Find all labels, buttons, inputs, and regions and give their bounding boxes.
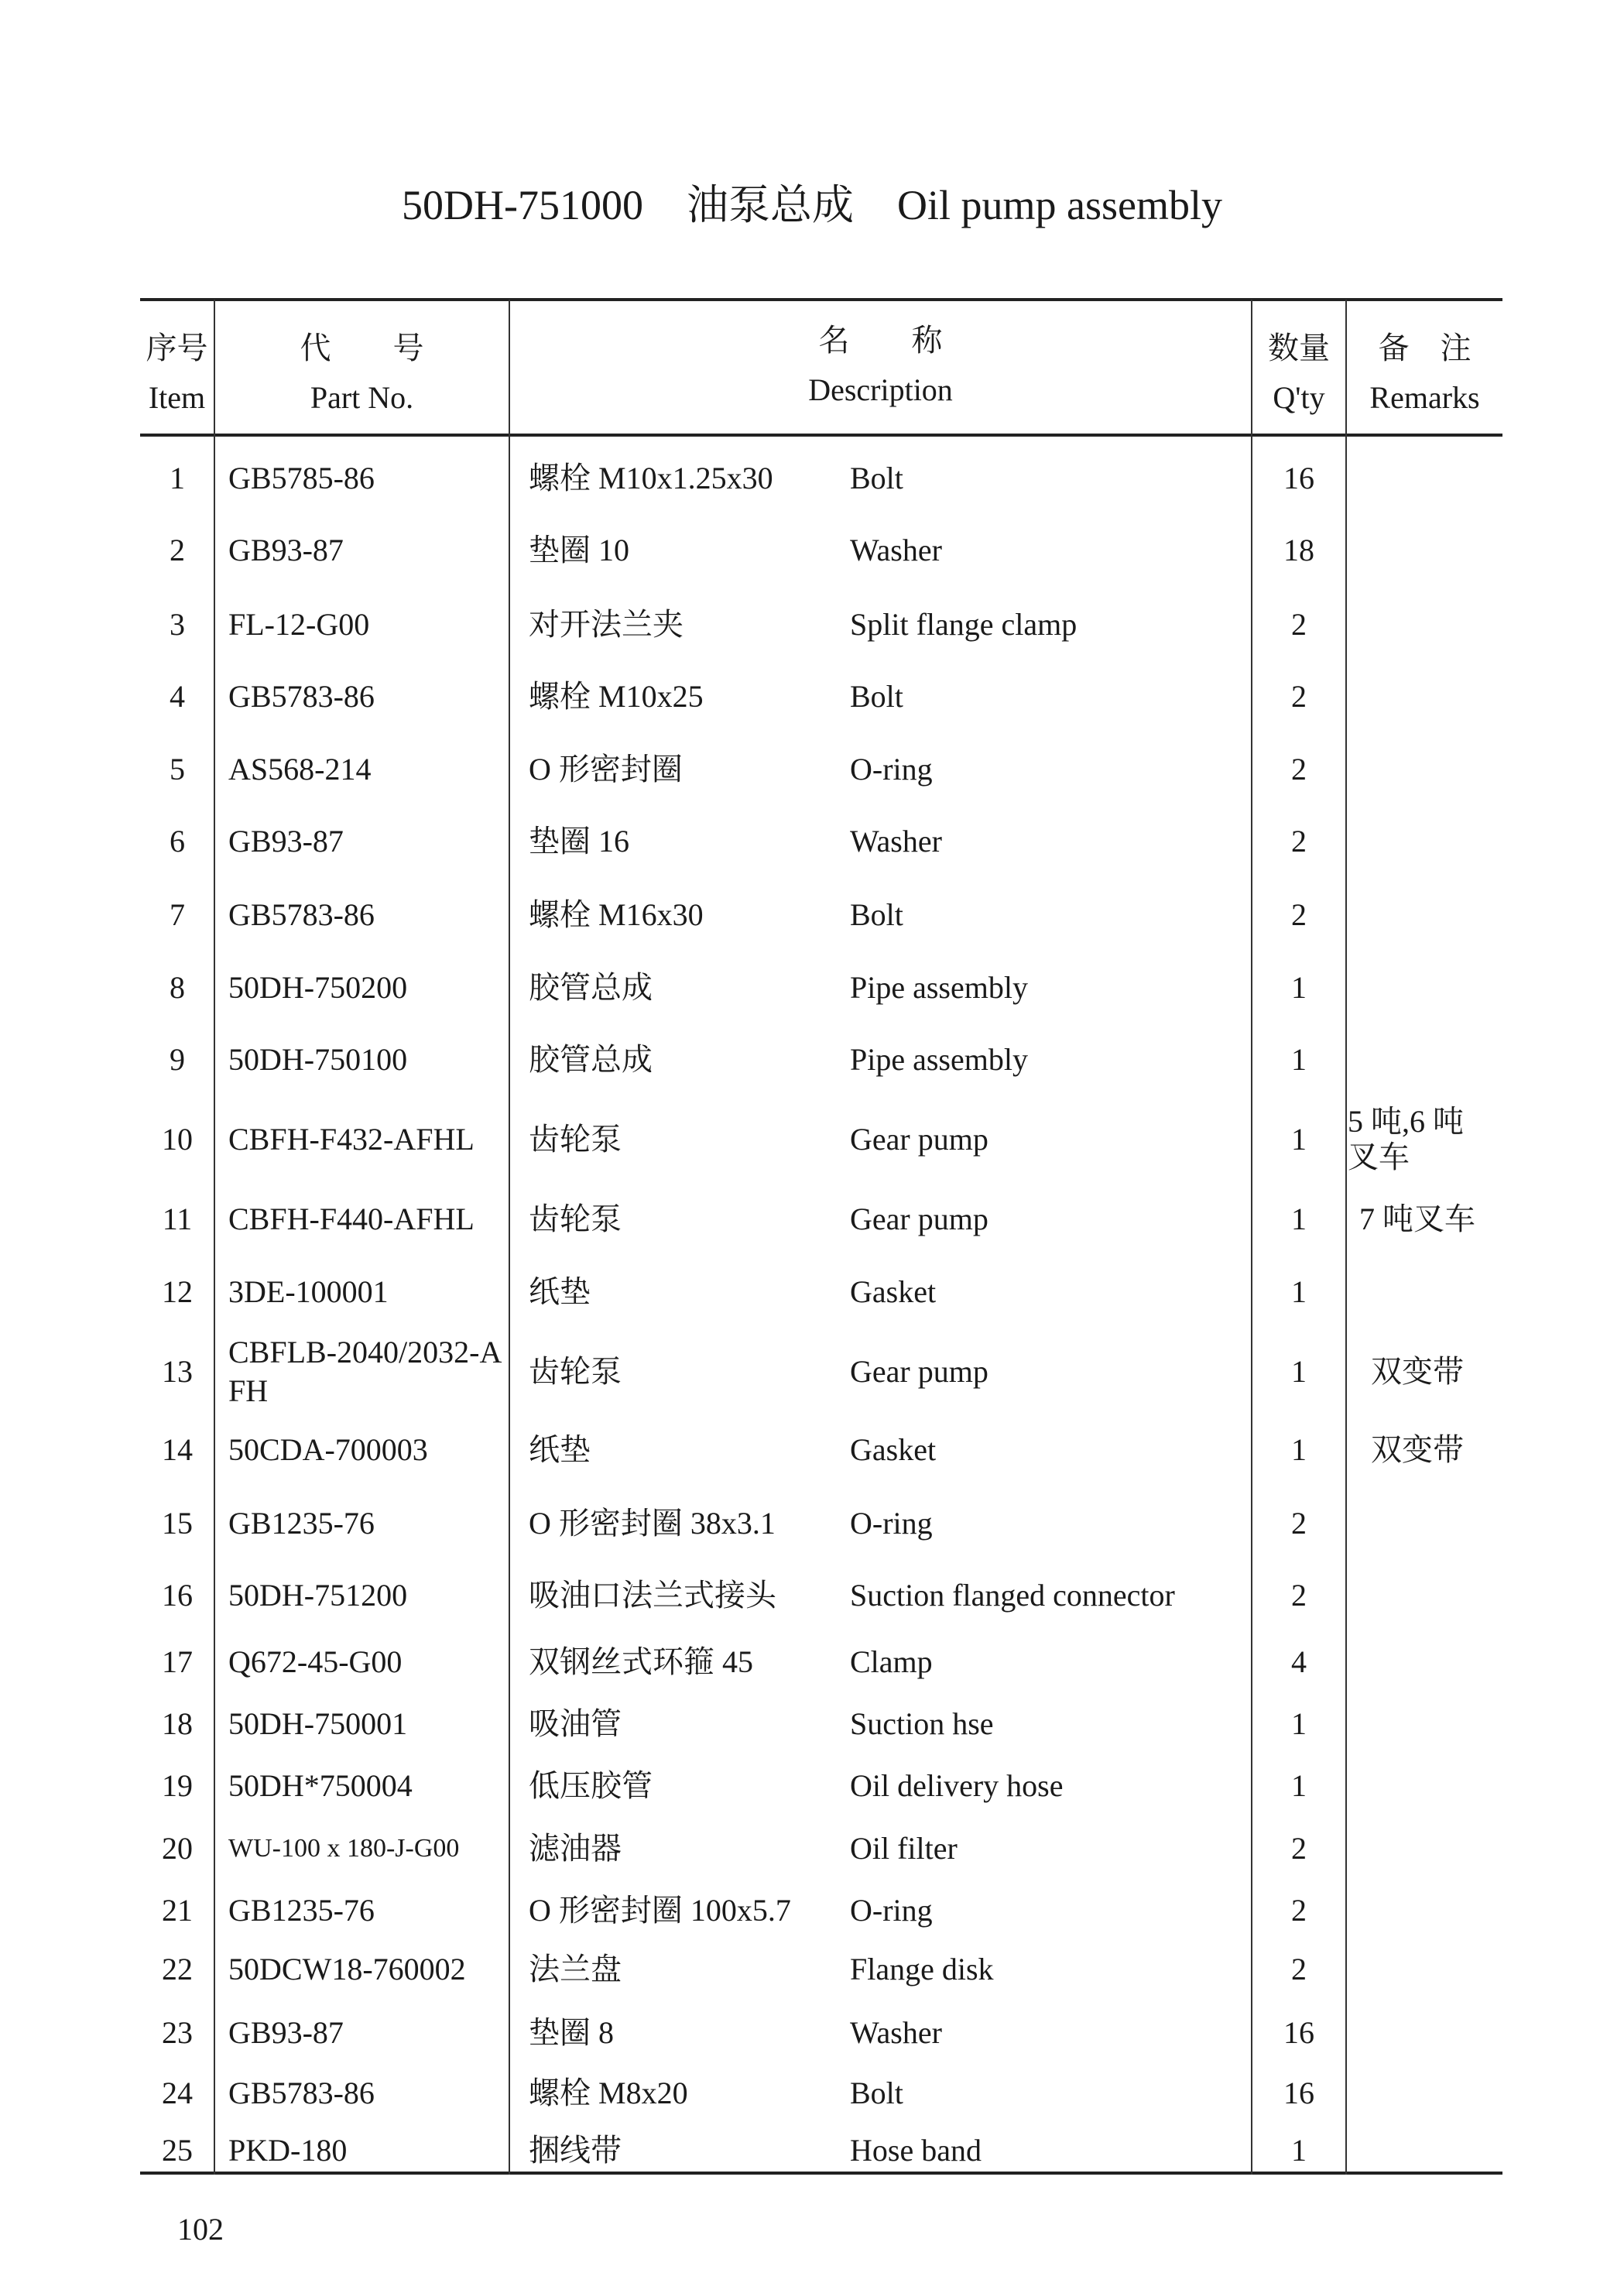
description-cn: 捆线带 bbox=[529, 2133, 622, 2168]
quantity: 16 bbox=[1283, 2015, 1314, 2050]
quantity: 18 bbox=[1283, 533, 1314, 567]
part-number: 50DH-750100 bbox=[228, 1042, 408, 1077]
remarks: 双变带 bbox=[1371, 1432, 1464, 1467]
quantity: 2 bbox=[1291, 824, 1307, 859]
description-en: Gear pump bbox=[850, 1201, 988, 1236]
quantity: 2 bbox=[1291, 897, 1307, 932]
description-cn: 齿轮泵 bbox=[529, 1354, 622, 1389]
description-cn: O 形密封圈 38x3.1 bbox=[529, 1506, 776, 1541]
item-number: 6 bbox=[170, 824, 185, 859]
description-cn: 螺栓 M8x20 bbox=[529, 2076, 688, 2110]
item-number: 13 bbox=[162, 1354, 193, 1389]
quantity: 2 bbox=[1291, 752, 1307, 787]
description-cn: 螺栓 M10x25 bbox=[529, 679, 704, 714]
description-en: Bolt bbox=[850, 2076, 903, 2110]
part-number: GB5783-86 bbox=[228, 2076, 375, 2110]
part-number: Q672-45-G00 bbox=[228, 1644, 403, 1679]
item-number: 18 bbox=[162, 1706, 193, 1741]
header-remarks bbox=[1347, 324, 1502, 423]
description-cn: 垫圈 10 bbox=[529, 533, 629, 567]
description-en: Split flange clamp bbox=[850, 607, 1078, 642]
description-cn: 垫圈 16 bbox=[529, 824, 629, 859]
item-number: 2 bbox=[170, 533, 185, 567]
item-number: 8 bbox=[170, 970, 185, 1005]
quantity: 2 bbox=[1291, 1893, 1307, 1928]
description-en: Oil delivery hose bbox=[850, 1768, 1064, 1803]
part-number: GB5783-86 bbox=[228, 679, 375, 714]
item-number: 5 bbox=[170, 752, 185, 787]
description-en: Gear pump bbox=[850, 1354, 988, 1389]
description-cn: 法兰盘 bbox=[529, 1952, 622, 1986]
header-remarks-en: Remarks bbox=[1369, 380, 1480, 415]
description-en: Pipe assembly bbox=[850, 1042, 1028, 1077]
part-number: GB93-87 bbox=[228, 533, 344, 567]
description-en: Clamp bbox=[850, 1644, 933, 1679]
description-cn: 齿轮泵 bbox=[529, 1201, 622, 1236]
quantity: 2 bbox=[1291, 1578, 1307, 1613]
item-number: 4 bbox=[170, 679, 185, 714]
header-description bbox=[510, 316, 1251, 415]
quantity: 1 bbox=[1291, 1122, 1307, 1157]
quantity: 2 bbox=[1291, 1952, 1307, 1986]
header-part-cn: 代 号 bbox=[300, 331, 424, 365]
description-cn: 低压胶管 bbox=[529, 1768, 653, 1803]
item-number: 22 bbox=[162, 1952, 193, 1986]
item-number: 23 bbox=[162, 2015, 193, 2050]
item-number: 1 bbox=[170, 461, 185, 495]
description-en: Washer bbox=[850, 2015, 942, 2050]
item-number: 19 bbox=[162, 1768, 193, 1803]
part-number: 3DE-100001 bbox=[228, 1274, 389, 1309]
header-item bbox=[140, 324, 214, 423]
header-qty-en: Q'ty bbox=[1273, 380, 1325, 415]
item-number: 15 bbox=[162, 1506, 193, 1541]
part-number: WU-100 x 180-J-G00 bbox=[228, 1834, 460, 1863]
header-bottom-rule bbox=[140, 434, 1502, 437]
part-number: AS568-214 bbox=[228, 752, 372, 787]
part-number: GB93-87 bbox=[228, 2015, 344, 2050]
description-en: Bolt bbox=[850, 461, 903, 495]
description-en: Washer bbox=[850, 824, 942, 859]
part-number: 50DH-750001 bbox=[228, 1706, 408, 1741]
part-number: 50DH-751200 bbox=[228, 1578, 408, 1613]
item-number: 9 bbox=[170, 1042, 185, 1077]
description-cn: 胶管总成 bbox=[529, 970, 653, 1005]
header-qty bbox=[1252, 324, 1345, 423]
remarks: 双变带 bbox=[1371, 1354, 1464, 1389]
part-number: GB5785-86 bbox=[228, 461, 375, 495]
part-number: CBFLB-2040/2032-AFH bbox=[228, 1335, 502, 1408]
quantity: 4 bbox=[1291, 1644, 1307, 1679]
description-en: O-ring bbox=[850, 1506, 933, 1541]
item-number: 12 bbox=[162, 1274, 193, 1309]
description-cn: 滤油器 bbox=[529, 1831, 622, 1866]
part-number: GB1235-76 bbox=[228, 1893, 375, 1928]
quantity: 1 bbox=[1291, 970, 1307, 1005]
header-part-en: Part No. bbox=[310, 380, 414, 415]
description-cn: 纸垫 bbox=[529, 1274, 591, 1309]
part-number: PKD-180 bbox=[228, 2133, 348, 2168]
part-number: 50DCW18-760002 bbox=[228, 1952, 466, 1986]
item-number: 7 bbox=[170, 897, 185, 932]
quantity: 1 bbox=[1291, 1201, 1307, 1236]
header-item-en: Item bbox=[148, 380, 206, 415]
description-en: Hose band bbox=[850, 2133, 982, 2168]
quantity: 1 bbox=[1291, 1042, 1307, 1077]
part-number: CBFH-F440-AFHL bbox=[228, 1201, 475, 1236]
part-number: 50DH*750004 bbox=[228, 1768, 413, 1803]
description-en: Suction hse bbox=[850, 1706, 994, 1741]
item-number: 16 bbox=[162, 1578, 193, 1613]
assembly-name-en: Oil pump assembly bbox=[897, 182, 1222, 228]
description-cn: 胶管总成 bbox=[529, 1042, 653, 1077]
description-cn: 齿轮泵 bbox=[529, 1122, 622, 1157]
part-number: GB5783-86 bbox=[228, 897, 375, 932]
part-number: FL-12-G00 bbox=[228, 607, 370, 642]
quantity: 16 bbox=[1283, 461, 1314, 495]
part-number: GB1235-76 bbox=[228, 1506, 375, 1541]
table-top-rule bbox=[140, 298, 1502, 301]
description-cn: 吸油管 bbox=[529, 1706, 622, 1741]
quantity: 2 bbox=[1291, 1506, 1307, 1541]
page-number: 102 bbox=[177, 2212, 224, 2247]
table-bottom-rule bbox=[140, 2172, 1502, 2175]
item-number: 10 bbox=[162, 1122, 193, 1157]
description-cn: O 形密封圈 bbox=[529, 752, 683, 787]
part-number: 50DH-750200 bbox=[228, 970, 408, 1005]
remarks: 7 吨叉车 bbox=[1359, 1201, 1475, 1236]
assembly-code: 50DH-751000 bbox=[402, 182, 643, 228]
description-en: Pipe assembly bbox=[850, 970, 1028, 1005]
header-desc-en: Description bbox=[808, 372, 953, 407]
quantity: 2 bbox=[1291, 1831, 1307, 1866]
part-number: 50CDA-700003 bbox=[228, 1432, 428, 1467]
quantity: 2 bbox=[1291, 679, 1307, 714]
assembly-name-cn: 油泵总成 bbox=[687, 182, 854, 228]
description-en: Gasket bbox=[850, 1274, 937, 1309]
item-number: 3 bbox=[170, 607, 185, 642]
quantity: 16 bbox=[1283, 2076, 1314, 2110]
description-cn: 螺栓 M10x1.25x30 bbox=[529, 461, 773, 495]
description-en: Bolt bbox=[850, 897, 903, 932]
description-en: Flange disk bbox=[850, 1952, 994, 1986]
description-en: O-ring bbox=[850, 752, 933, 787]
description-cn: 对开法兰夹 bbox=[529, 607, 684, 642]
page-title bbox=[0, 172, 1624, 231]
quantity: 1 bbox=[1291, 1706, 1307, 1741]
header-remarks-cn: 备 注 bbox=[1378, 331, 1472, 365]
quantity: 2 bbox=[1291, 607, 1307, 642]
item-number: 20 bbox=[162, 1831, 193, 1866]
description-cn: 吸油口法兰式接头 bbox=[529, 1578, 776, 1613]
item-number: 25 bbox=[162, 2133, 193, 2168]
header-desc-cn: 名 称 bbox=[818, 323, 943, 358]
quantity: 1 bbox=[1291, 1274, 1307, 1309]
description-cn: 双钢丝式环箍 45 bbox=[529, 1644, 753, 1679]
part-number: CBFH-F432-AFHL bbox=[228, 1122, 475, 1157]
remarks: 5 吨,6 吨叉车 bbox=[1348, 1104, 1464, 1174]
description-en: Bolt bbox=[850, 679, 903, 714]
part-number: GB93-87 bbox=[228, 824, 344, 859]
description-cn: 螺栓 M16x30 bbox=[529, 897, 704, 932]
quantity: 1 bbox=[1291, 1354, 1307, 1389]
description-en: Gasket bbox=[850, 1432, 937, 1467]
description-cn: O 形密封圈 100x5.7 bbox=[529, 1893, 791, 1928]
item-number: 17 bbox=[162, 1644, 193, 1679]
quantity: 1 bbox=[1291, 1768, 1307, 1803]
description-en: O-ring bbox=[850, 1893, 933, 1928]
description-en: Gear pump bbox=[850, 1122, 988, 1157]
item-number: 21 bbox=[162, 1893, 193, 1928]
item-number: 14 bbox=[162, 1432, 193, 1467]
header-item-cn: 序号 bbox=[146, 331, 208, 365]
description-en: Suction flanged connector bbox=[850, 1578, 1175, 1613]
header-part bbox=[215, 324, 509, 423]
description-cn: 纸垫 bbox=[529, 1432, 591, 1467]
quantity: 1 bbox=[1291, 2133, 1307, 2168]
description-cn: 垫圈 8 bbox=[529, 2015, 614, 2050]
description-en: Oil filter bbox=[850, 1831, 958, 1866]
item-number: 24 bbox=[162, 2076, 193, 2110]
description-en: Washer bbox=[850, 533, 942, 567]
item-number: 11 bbox=[162, 1201, 193, 1236]
header-qty-cn: 数量 bbox=[1268, 331, 1330, 365]
quantity: 1 bbox=[1291, 1432, 1307, 1467]
